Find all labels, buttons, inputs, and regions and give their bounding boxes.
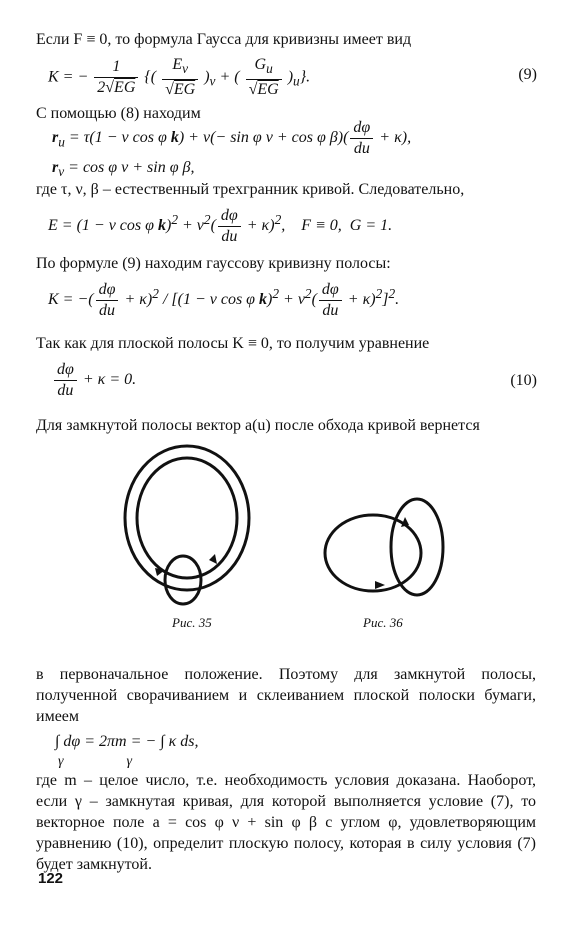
text-line-1: Если F ≡ 0, то формула Гаусса для кривизны имеет вид <box>36 31 412 48</box>
integral-subscript-gamma: γ γ <box>58 754 133 769</box>
equation-rv: $r_v = \cos \varphi$ ν + sin φ β, <box>52 159 195 180</box>
fig35-inner-loop <box>137 458 237 578</box>
page-number: 122 <box>38 870 64 887</box>
equation-K: K = −( $\frac{d\varphi}{du}$ + κ)$^2$ / [(1 − v cos φ $k)^2 + v^2$( $\frac{d\varphi}{du}$ + κ)$^2$]$^2$. <box>48 281 400 319</box>
caption-35: Рис. 35 <box>172 615 212 630</box>
fig35-small-loop <box>165 556 201 604</box>
text-line-6: Для замкнутой полосы вектор a(u) после обхода кривой вернется <box>36 417 480 434</box>
equation-number-10: (10) <box>510 372 537 389</box>
text-line-4: По формуле (9) находим гауссову кривизну полосы: <box>36 255 391 272</box>
paragraph-2: где m – целое число, т.е. необходимость условия доказана. Наоборот, если γ – замкнутая кривая, для которой выполняется условие (7), то векторное поле a = cos φ ν + sin φ β с углом φ, удовлетворяющим уравнению (10), определит плоскую полосу, которая в силу условия (7) будет замкнутой. <box>36 772 536 873</box>
fig36-horizontal-loop <box>325 515 421 591</box>
figure-35 <box>115 440 275 610</box>
text-line-2: С помощью (8) находим <box>36 105 201 122</box>
equation-integral: ∫ dφ = 2πm = − ∫ κ ds, <box>55 733 199 750</box>
figure-36 <box>315 495 455 615</box>
equation-E: E = (1 − v cos φ $k)^2 + v^2$( $\frac{d\varphi}{du}$ + κ)$^2$, F ≡ 0, G = 1. <box>48 207 393 245</box>
paragraph-1: в первоначальное положение. Поэтому для замкнутой полосы, полученной сворачиванием и склеиванием плоской полоски бумаги, имеем <box>36 666 536 725</box>
equation-number-9: (9) <box>518 66 537 83</box>
equation-ru: $r_u = \tau(1 - v$ cos φ k) + v(− sin φ ν + cos φ β)( $\frac{d\varphi}{du}$ + κ), <box>52 119 412 157</box>
fig36-vertical-loop <box>391 499 443 595</box>
fig35-outer-loop <box>125 446 249 590</box>
equation-10: $\frac{d\varphi}{du}$ + κ = 0. <box>52 360 136 401</box>
text-line-3: где τ, ν, β – естественный трехгранник кривой. Следовательно, <box>36 181 465 198</box>
caption-36: Рис. 36 <box>363 615 403 630</box>
equation-9: K = − $\frac{1}{2√EG}$ {( $\frac{E_v}{√EG}$ )$_v$ + ( $\frac{G_u}{√EG}$ )$_u$}. <box>48 56 311 99</box>
text-line-5: Так как для плоской полосы K ≡ 0, то получим уравнение <box>36 335 430 352</box>
